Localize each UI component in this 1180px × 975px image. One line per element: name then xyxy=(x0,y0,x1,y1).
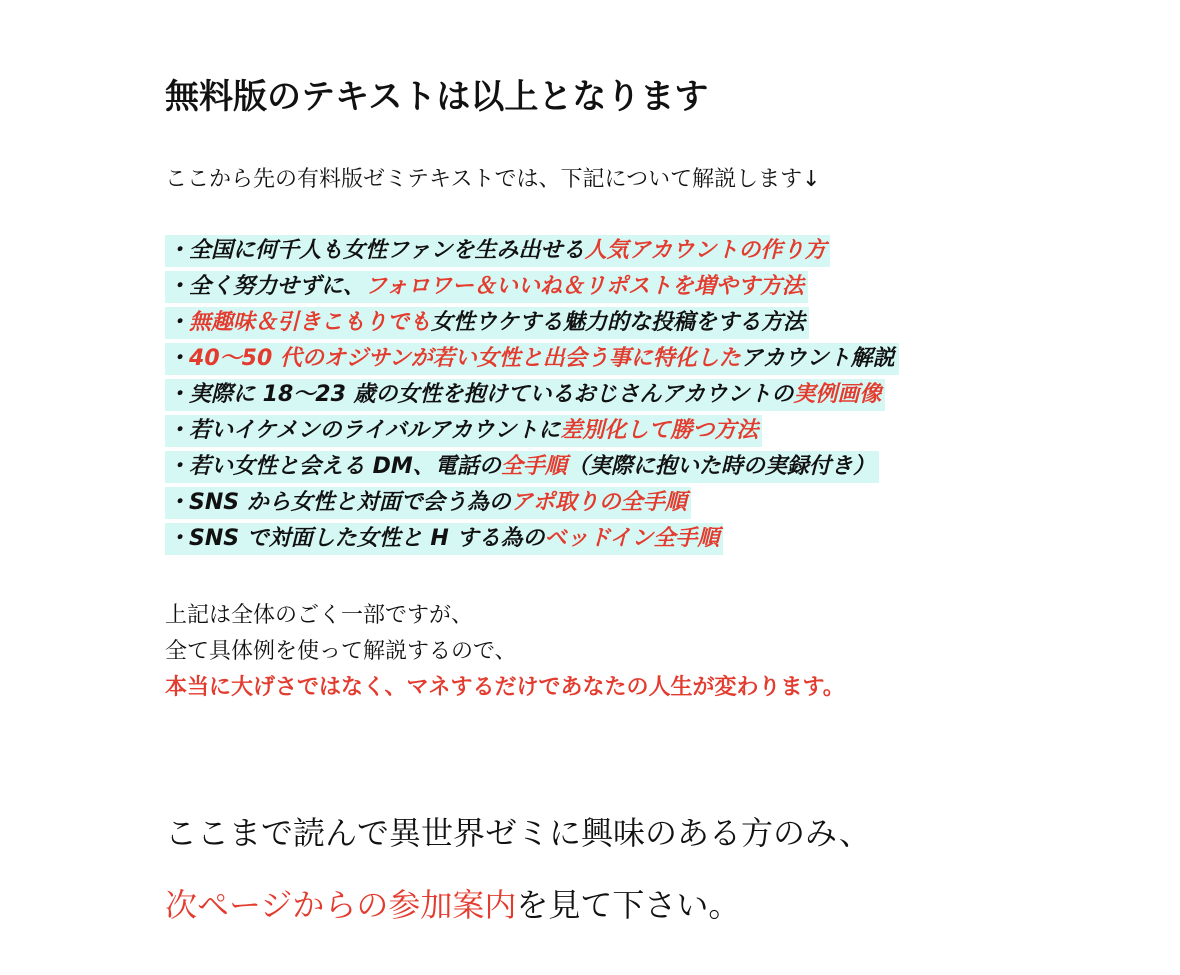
highlighted-line xyxy=(165,343,899,375)
list-item xyxy=(165,307,899,343)
list-item xyxy=(165,235,899,271)
list-item xyxy=(165,487,899,523)
list-item xyxy=(165,523,899,559)
closing-text: を見て下さい。 xyxy=(516,886,741,924)
list-item xyxy=(165,415,899,451)
item-emphasis: ベッドイン全手順 xyxy=(544,526,720,551)
item-text: ・ xyxy=(167,346,190,371)
highlighted-line xyxy=(165,307,809,339)
item-text: ・実際に 18〜23 歳の女性を抱けているおじさんアカウントの xyxy=(167,382,794,407)
item-text: ・全く努力せずに、 xyxy=(167,274,366,299)
highlighted-line xyxy=(165,235,830,267)
item-text: ・若いイケメンのライバルアカウントに xyxy=(167,418,561,443)
item-emphasis: 差別化して勝つ方法 xyxy=(560,418,759,443)
item-emphasis: 40〜50 代のオジサンが若い女性と出会う事に特化した xyxy=(189,346,741,371)
item-emphasis: 無趣味＆引きこもりでも xyxy=(189,310,432,335)
closing-call-to-action xyxy=(165,884,740,926)
item-emphasis: 全手順 xyxy=(500,454,567,479)
item-text: 女性ウケする魅力的な投稿をする方法 xyxy=(431,310,806,335)
highlighted-line xyxy=(165,271,808,303)
item-emphasis: 人気アカウントの作り方 xyxy=(584,238,827,263)
item-text: （実際に抱いた時の実録付き） xyxy=(566,454,875,479)
page-title: 無料版のテキストは以上となります xyxy=(165,77,709,117)
item-emphasis: アポ取りの全手順 xyxy=(510,490,687,515)
item-text: アカウント解説 xyxy=(740,346,895,371)
highlighted-line xyxy=(165,415,762,447)
highlighted-line xyxy=(165,379,885,411)
highlighted-line xyxy=(165,451,879,483)
feature-list xyxy=(165,235,899,559)
list-item xyxy=(165,451,899,487)
next-page-guide-text: 次ページからの参加案内 xyxy=(165,886,517,924)
item-text: ・全国に何千人も女性ファンを生み出せる xyxy=(167,238,585,263)
item-text: ・SNS で対面した女性と H する為の xyxy=(167,526,545,551)
summary-line: 全て具体例を使って解説するので、 xyxy=(165,639,517,664)
item-text: ・SNS から女性と対面で会う為の xyxy=(167,490,511,515)
item-emphasis: 実例画像 xyxy=(793,382,882,407)
summary-block xyxy=(165,598,845,706)
highlighted-line xyxy=(165,487,691,519)
intro-text: ここから先の有料版ゼミテキストでは、下記について解説します↓ xyxy=(165,167,821,192)
summary-emphasis-line: 本当に大げさではなく、マネするだけであなたの人生が変わります。 xyxy=(165,675,845,700)
summary-line: 上記は全体のごく一部ですが、 xyxy=(165,603,474,628)
item-emphasis: フォロワー＆いいね＆リポストを増やす方法 xyxy=(365,274,804,299)
closing-line: ここまで読んで異世界ゼミに興味のある方のみ、 xyxy=(165,814,871,852)
list-item xyxy=(165,343,899,379)
list-item xyxy=(165,271,899,307)
item-text: ・ xyxy=(167,310,190,335)
highlighted-line xyxy=(165,523,723,555)
list-item xyxy=(165,379,899,415)
item-text: ・若い女性と会える DM、電話の xyxy=(167,454,501,479)
